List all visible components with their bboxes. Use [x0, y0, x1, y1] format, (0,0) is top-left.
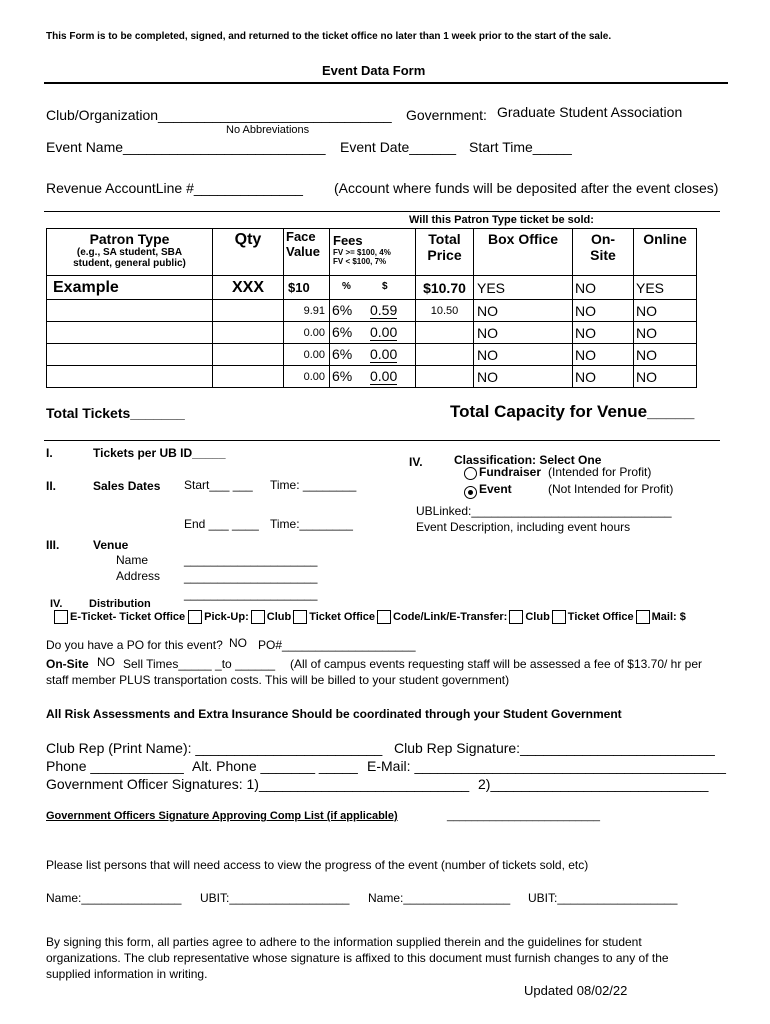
box-office-cell[interactable]: NO [474, 344, 573, 366]
government-label: Government: [406, 107, 487, 123]
online-cell[interactable]: NO [634, 300, 697, 322]
po-answer[interactable]: NO [229, 636, 247, 650]
qty-title: Qty [234, 231, 262, 248]
event-label: Event [479, 482, 512, 496]
section-2-num: II. [46, 479, 57, 493]
eticket-label: E-Ticket- Ticket Office [70, 611, 186, 623]
section-1-num: I. [46, 446, 53, 460]
code-checkbox[interactable] [377, 610, 391, 624]
fees-title: Fees [333, 233, 363, 248]
face-value-header [284, 229, 330, 276]
box-office-title: Box Office [487, 231, 558, 247]
name-1-field[interactable]: Name:_______________ [46, 891, 182, 905]
sales-end-time-field[interactable]: Time:________ [270, 517, 353, 531]
signing-text-3: supplied information in writing. [46, 967, 208, 981]
po-number-field[interactable]: PO#____________________ [258, 638, 416, 652]
on-site-cell[interactable]: NO [573, 322, 634, 344]
total-price-cell[interactable] [416, 344, 474, 366]
example-box: YES [474, 276, 573, 300]
ubit-1-field[interactable]: UBIT:__________________ [200, 891, 350, 905]
venue-name-field[interactable]: ____________________ [184, 553, 318, 567]
example-total: $10.70 [416, 276, 474, 300]
form-notice: This Form is to be completed, signed, and returned to the ticket office no later than 1 week prior to the start of the sale. [46, 31, 612, 42]
total-tickets-field[interactable]: Total Tickets_______ [46, 405, 185, 421]
patron-type-title: Patron Type [89, 231, 170, 247]
patron-input[interactable] [47, 344, 213, 366]
phone-field[interactable]: Phone ____________ [46, 758, 184, 774]
code-ticket-office-label: Ticket Office [567, 611, 634, 623]
face-value-cell[interactable]: 0.00 [284, 322, 330, 344]
box-office-cell[interactable]: NO [474, 366, 573, 388]
code-club-label: Club [525, 611, 550, 623]
club-rep-signature-field[interactable]: Club Rep Signature:_________________________ [394, 740, 715, 756]
on-site-label: On-Site [46, 657, 89, 671]
name-2-field[interactable]: Name:________________ [368, 891, 511, 905]
face-value-cell[interactable]: 0.00 [284, 344, 330, 366]
patron-type-sub2: student, general public) [73, 258, 186, 269]
venue-label: Venue [93, 538, 129, 552]
mail-checkbox[interactable] [636, 610, 650, 624]
face-value-cell[interactable]: 9.91 [284, 300, 330, 322]
total-price-header [416, 229, 474, 276]
pickup-ticket-office-label: Ticket Office [309, 611, 376, 623]
pickup-club-checkbox[interactable] [251, 610, 265, 624]
sell-times-field[interactable]: Sell Times_____ _to ______ [123, 657, 276, 671]
pickup-ticket-office-checkbox[interactable] [293, 610, 307, 624]
patron-input[interactable] [47, 300, 213, 322]
online-header [634, 229, 697, 276]
on-site-title-2: Site [590, 247, 616, 263]
access-note: Please list persons that will need access to view the progress of the event (number of tickets sold, etc) [46, 858, 589, 872]
eticket-checkbox[interactable] [54, 610, 68, 624]
comp-list-field[interactable]: _________________________ [447, 810, 600, 822]
comp-list-label: Government Officers Signature Approving Comp List (if applicable) [46, 810, 398, 822]
on-site-cell[interactable]: NO [573, 300, 634, 322]
signing-text-1: By signing this form, all parties agree to adhere to the information supplied therein and the guidelines for student [46, 935, 642, 949]
patron-input[interactable] [47, 366, 213, 388]
qty-input[interactable] [213, 322, 284, 344]
fundraiser-label: Fundraiser [479, 465, 542, 479]
on-site-note-2: staff member PLUS transportation costs. This will be billed to your student government) [46, 673, 510, 687]
signing-text-2: organizations. The club representative whose signature is affixed to this document must furnish changes to any of the [46, 951, 669, 965]
qty-input[interactable] [213, 366, 284, 388]
sales-start-time-field[interactable]: Time: ________ [270, 478, 357, 492]
gov-signature-2-field[interactable]: 2)____________________________ [478, 776, 709, 792]
venue-address-field-2[interactable]: ____________________ [184, 587, 318, 601]
event-description-label: Event Description, including event hours [416, 520, 631, 534]
fee-amount[interactable]: 0.00 [370, 324, 398, 340]
example-online: YES [634, 276, 697, 300]
patron-input[interactable] [47, 322, 213, 344]
on-site-answer[interactable]: NO [97, 655, 115, 669]
club-rep-print-field[interactable]: Club Rep (Print Name): ________________________ [46, 740, 383, 756]
totals-divider [44, 440, 720, 441]
face-title-2: Value [286, 244, 320, 259]
alt-phone-field[interactable]: Alt. Phone _______ _____ [192, 758, 358, 774]
code-club-checkbox[interactable] [509, 610, 523, 624]
example-qty: XXX [213, 276, 284, 300]
po-question: Do you have a PO for this event? [46, 638, 223, 652]
example-onsite: NO [573, 276, 634, 300]
revenue-account-field[interactable]: Revenue AccountLine #______________ [46, 180, 303, 196]
fee-amount[interactable]: 0.59 [370, 302, 398, 318]
fee-percent[interactable]: 6% [332, 346, 353, 362]
table-row [47, 344, 697, 366]
pickup-label: Pick-Up: [204, 611, 249, 623]
on-site-title-1: On- [590, 231, 616, 247]
patron-type-table [46, 228, 697, 388]
qty-header [213, 229, 284, 276]
fee-amount[interactable]: 0.00 [370, 346, 398, 362]
example-pct: % [342, 281, 351, 292]
example-dollar: $ [382, 281, 388, 292]
online-cell[interactable]: NO [634, 366, 697, 388]
email-field[interactable]: E-Mail: ________________________________________ [367, 758, 726, 774]
patron-type-sub1: (e.g., SA student, SBA [76, 247, 183, 258]
revenue-divider [44, 211, 720, 212]
fees-header [330, 229, 416, 276]
code-ticket-office-checkbox[interactable] [552, 610, 566, 624]
fee-percent[interactable]: 6% [332, 368, 353, 384]
total-capacity-field[interactable]: Total Capacity for Venue_____ [450, 402, 695, 421]
online-title: Online [643, 231, 687, 247]
online-cell[interactable]: NO [634, 322, 697, 344]
will-sold-label: Will this Patron Type ticket be sold: [409, 214, 594, 226]
section-3-num: III. [46, 538, 60, 552]
pickup-checkbox[interactable] [188, 610, 202, 624]
distribution-num: IV. [50, 598, 63, 610]
sales-end-field[interactable]: End ___ ____ [184, 517, 259, 531]
total-price-cell[interactable] [416, 366, 474, 388]
event-note: (Not Intended for Profit) [548, 482, 674, 496]
event-name-field[interactable]: Event Name__________________________ [46, 139, 326, 155]
distribution-label: Distribution [89, 598, 151, 610]
example-patron: Example [47, 276, 213, 300]
example-face: $10 [284, 276, 330, 300]
qty-input[interactable] [213, 300, 284, 322]
face-value-cell[interactable]: 0.00 [284, 366, 330, 388]
section-4-num: IV. [409, 455, 423, 469]
total-title-2: Price [427, 247, 462, 263]
on-site-header [573, 229, 634, 276]
total-price-cell[interactable]: 10.50 [416, 300, 474, 322]
updated-date: Updated 08/02/22 [524, 983, 628, 998]
ublinked-field[interactable]: UBLinked:______________________________ [416, 504, 672, 518]
risk-note: All Risk Assessments and Extra Insurance Should be coordinated through your Student Government [46, 707, 622, 721]
code-label: Code/Link/E-Transfer: [393, 611, 508, 623]
event-radio[interactable] [464, 486, 477, 499]
fee-percent[interactable]: 6% [332, 302, 353, 318]
box-office-cell[interactable]: NO [474, 300, 573, 322]
patron-type-header [47, 229, 213, 276]
sales-start-field[interactable]: Start___ ___ [184, 478, 253, 492]
event-date-field[interactable]: Event Date______ [340, 139, 456, 155]
total-price-cell[interactable] [416, 322, 474, 344]
gov-signature-1-field[interactable]: Government Officer Signatures: 1)___________________________ [46, 776, 470, 792]
table-row [47, 322, 697, 344]
mail-label: Mail: $ [651, 611, 686, 623]
venue-address-field[interactable]: ____________________ [184, 570, 318, 584]
table-row [47, 300, 697, 322]
on-site-cell[interactable]: NO [573, 366, 634, 388]
pickup-club-label: Club [266, 611, 292, 623]
on-site-note-1: (All of campus events requesting staff will be assessed a fee of $13.70/ hr per [290, 657, 703, 671]
fee-percent[interactable]: 6% [332, 324, 353, 340]
start-time-field[interactable]: Start Time_____ [469, 139, 572, 155]
fees-sub1: FV >= $100, 4% [333, 248, 391, 257]
fees-cell [330, 300, 416, 322]
sales-dates-label: Sales Dates [93, 479, 161, 493]
fees-sub2: FV < $100, 7% [333, 257, 387, 266]
on-site-cell[interactable]: NO [573, 344, 634, 366]
online-cell[interactable]: NO [634, 344, 697, 366]
title-divider [44, 82, 728, 84]
fundraiser-radio[interactable] [464, 467, 477, 480]
venue-name-label: Name [116, 553, 149, 567]
club-org-field[interactable]: Club/Organization______________________________ [46, 107, 392, 123]
box-office-cell[interactable]: NO [474, 322, 573, 344]
face-title-1: Face [286, 229, 316, 244]
total-title-1: Total [428, 231, 461, 247]
government-value[interactable]: Graduate Student Association [497, 104, 683, 120]
fees-cell [330, 322, 416, 344]
ubit-2-field[interactable]: UBIT:__________________ [528, 891, 678, 905]
no-abbreviations-note: No Abbreviations [226, 124, 310, 136]
fundraiser-note: (Intended for Profit) [548, 465, 652, 479]
example-fees-cell [330, 276, 416, 300]
tickets-per-id-field[interactable]: Tickets per UB ID_____ [93, 446, 226, 460]
qty-input[interactable] [213, 344, 284, 366]
box-office-header [474, 229, 573, 276]
table-row [47, 366, 697, 388]
classification-label: Classification: Select One [454, 453, 602, 467]
distribution-options [52, 610, 686, 624]
fees-cell [330, 366, 416, 388]
form-title: Event Data Form [322, 63, 426, 78]
fees-cell [330, 344, 416, 366]
revenue-note: (Account where funds will be deposited after the event closes) [334, 180, 719, 196]
fee-amount[interactable]: 0.00 [370, 368, 398, 384]
table-row-example [47, 276, 697, 300]
venue-address-label: Address [116, 569, 161, 583]
